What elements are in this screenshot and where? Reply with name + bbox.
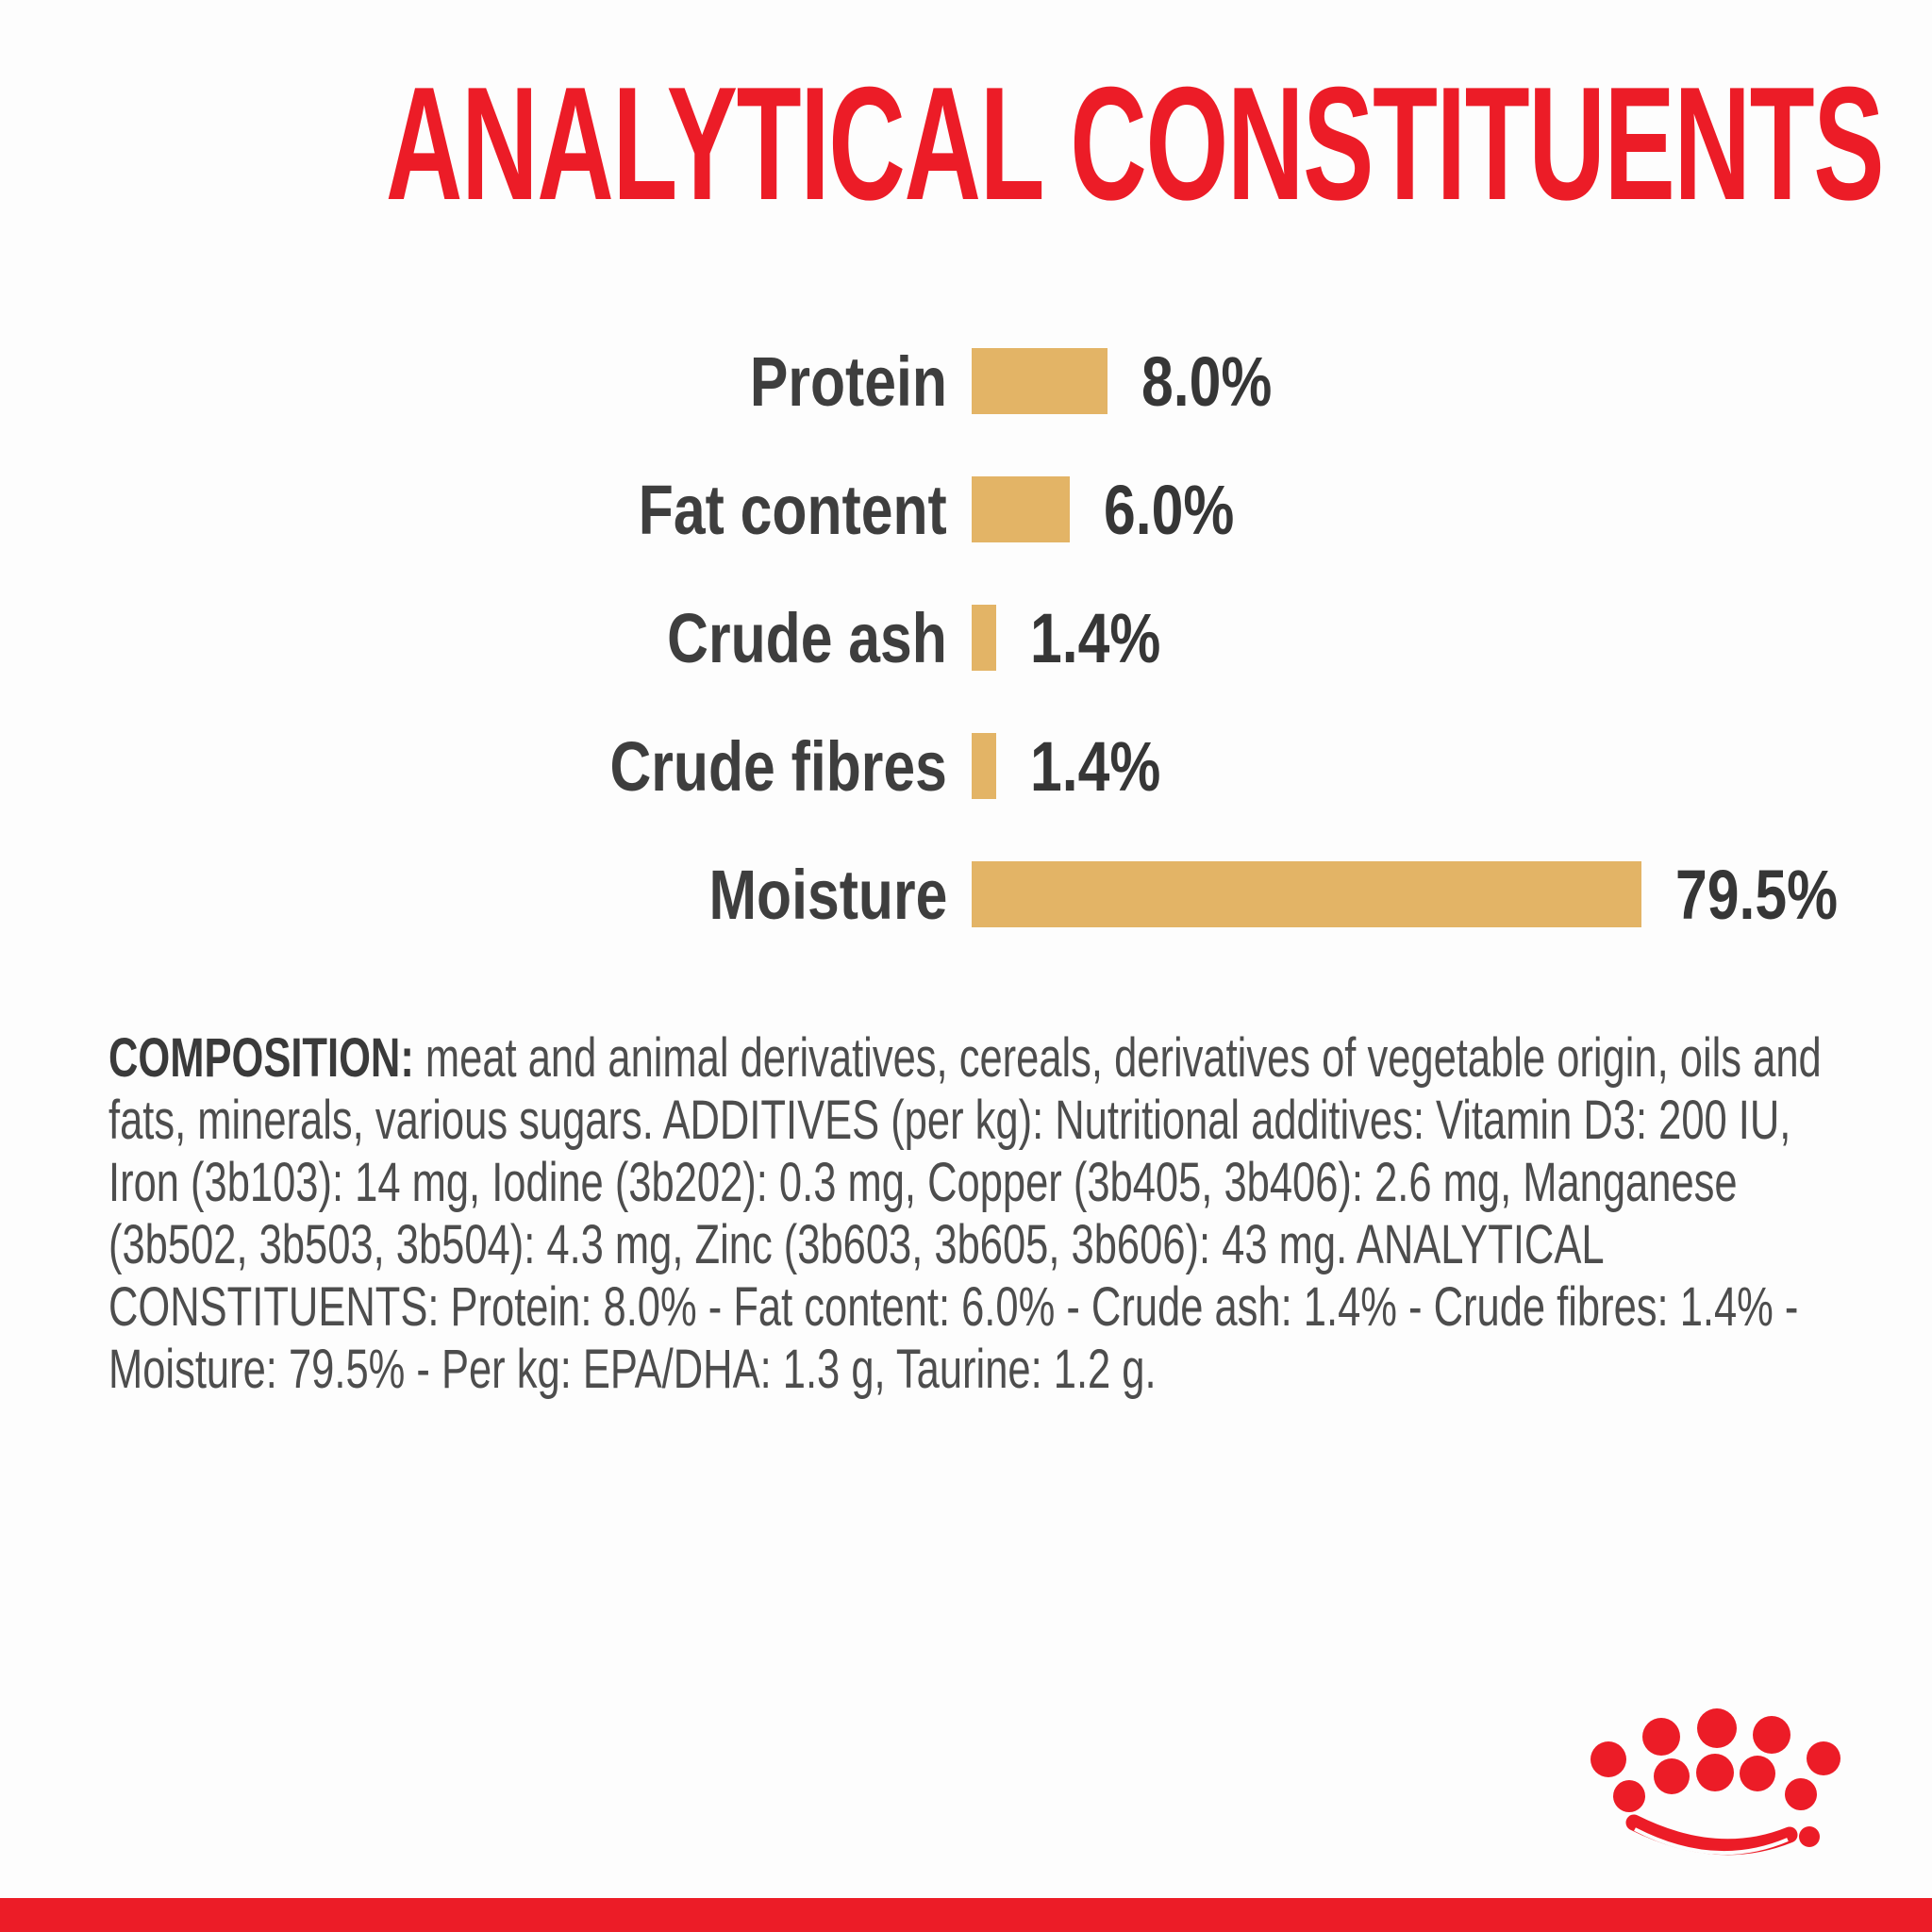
bar-value-protein (1141, 341, 1301, 422)
bar-value-fat-content-text: 6.0% (1104, 470, 1235, 549)
chart-row-protein (0, 341, 1932, 421)
bar-label-crude-ash-text: Crude ash (667, 598, 947, 677)
chart-row-crude-fibres (0, 726, 1932, 806)
bar-label-crude-fibres-text: Crude fibres (609, 726, 947, 806)
bar-label-moisture-text: Moisture (708, 855, 947, 934)
bar-label-crude-fibres (0, 726, 947, 807)
bar-fat-content (972, 476, 1070, 542)
bar-value-crude-ash (1030, 598, 1190, 678)
bar-value-protein-text: 8.0% (1141, 341, 1273, 421)
bar-label-protein (0, 341, 947, 422)
bar-value-fat-content (1104, 470, 1263, 550)
composition-body: meat and animal derivatives, cereals, derivatives of vegetable origin, oils and fats, minerals, various sugars. ADDITIVES (per kg): Nutritional additives: Vitamin D3: 200 IU, Iron (3b103): 14 mg, Iodine (3b202): 0.3 mg, Copper (3b405, 3b406): 2.6 mg, Manganese (3b502, 3b503, 3b504): 4.3 mg, Zinc (3b603, 3b605, 3b606): 43 mg. ANALYTICAL CONSTITUENTS: Protein: 8.0% - Fat content: 6.0% - Crude ash: 1.4% - Crude fibres: 1.4% - Moisture: 79.5% - Per kg: EPA/DHA: 1.3 g, Taurine: 1.2 g. (108, 1027, 1822, 1400)
bar-value-crude-fibres-text: 1.4% (1030, 726, 1161, 806)
bar-label-protein-text: Protein (749, 341, 947, 421)
bar-label-crude-ash (0, 598, 947, 678)
bar-value-moisture-text: 79.5% (1675, 855, 1839, 934)
page-title (0, 54, 1932, 234)
page-title-text: ANALYTICAL CONSTITUENTS (385, 54, 1884, 234)
bottom-red-bar (0, 1898, 1932, 1932)
bar-crude-ash (972, 605, 996, 671)
composition-text (108, 1027, 1837, 1401)
royal-canin-crown-logo (1580, 1690, 1844, 1879)
bar-moisture (972, 861, 1641, 927)
bar-label-fat-content-text: Fat content (639, 470, 947, 549)
bar-crude-fibres (972, 733, 996, 799)
bar-value-crude-ash-text: 1.4% (1030, 598, 1161, 677)
bar-value-moisture (1675, 855, 1874, 935)
bar-value-crude-fibres (1030, 726, 1190, 807)
chart-row-crude-ash (0, 598, 1932, 677)
bar-label-moisture (0, 855, 947, 935)
bar-protein (972, 348, 1108, 414)
bar-label-fat-content (0, 470, 947, 550)
composition-label: COMPOSITION: (108, 1027, 414, 1089)
chart-row-fat-content (0, 470, 1932, 549)
chart-row-moisture (0, 855, 1932, 934)
constituents-bar-chart (0, 341, 1932, 934)
